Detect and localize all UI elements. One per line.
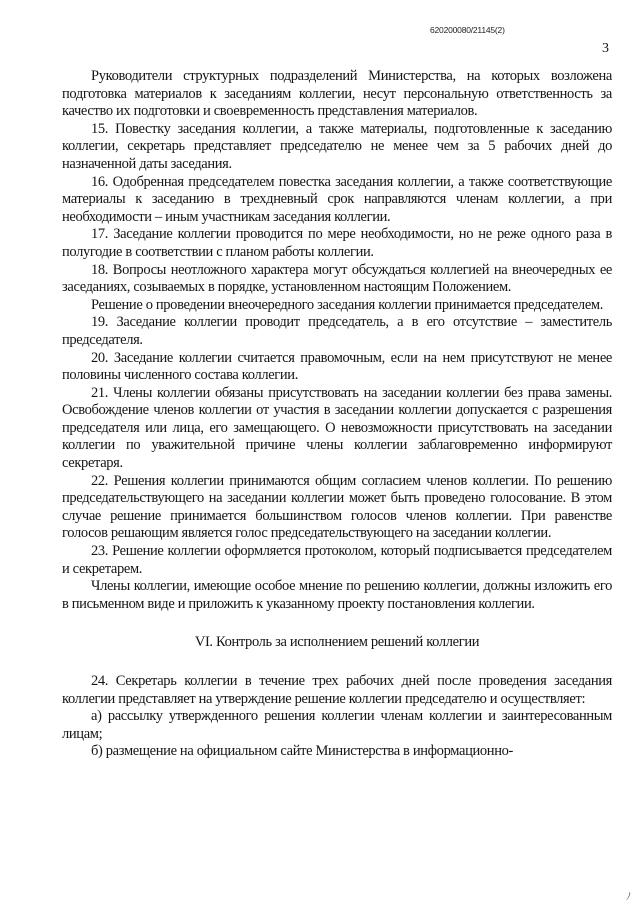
document-number: 620200080/21145(2) [430,25,505,35]
paragraph-16: 16. Одобренная председателем повестка заседания коллегии, а также соответствующие материалы к заседанию в трехдневный срок направляются членам коллегии, а при необходимости – иным участникам заседания коллегии. [62,173,612,225]
paragraph-15: 15. Повестку заседания коллегии, а также материалы, подготовленные к заседанию коллегии, секретарь представляет председателю не менее чем за 5 рабочих дней до назначенной даты заседания. [62,120,612,172]
paragraph-responsibility: Руководители структурных подразделений Министерства, на которых возложена подготовка материалов к заседаниям коллегии, несут персональную ответственность за качество их подготовки и своевременность представления материалов. [62,68,612,120]
paragraph-17: 17. Заседание коллегии проводится по мере необходимости, но не реже одного раза в полугодие в соответствии с планом работы коллегии. [62,226,612,260]
paragraph-22: 22. Решения коллегии принимаются общим согласием членов коллегии. По решению председательствующего на заседании коллегии может быть проведено голосование. В этом случае решение принимается большинством голосов членов коллегии. При равенстве голосов решающим является голос председательствующего на заседании коллегии. [62,472,612,542]
paragraph-21: 21. Члены коллегии обязаны присутствовать на заседании коллегии без права замены. Освобождение членов коллегии от участия в заседании коллегии допускается с разрешения председателя или лица, его замещающего. О невозможности присутствовать на заседании коллегии по уважительной причине члены коллегии заблаговременно информируют секретаря. [62,384,612,472]
section-heading: VI. Контроль за исполнением решений коллегии [194,634,480,651]
page-number: 3 [602,41,609,56]
paragraph-dissenting-opinion: Члены коллегии, имеющие особое мнение по решению коллегии, должны изложить его в письменном виде и приложить к указанному проекту постановления коллегии. [62,578,612,612]
page-corner-mark: ﾉ [626,892,631,903]
paragraph-20: 20. Заседание коллегии считается правомочным, если на нем присутствуют не менее половины численного состава коллегии. [62,349,612,384]
paragraph-24a: а) рассылку утвержденного решения коллегии членам коллегии и заинтересованным лицам; [62,708,612,742]
paragraph-24b: б) размещение на официальном сайте Министерства в информационно- [91,743,513,760]
paragraph-24: 24. Секретарь коллегии в течение трех рабочих дней после проведения заседания коллегии представляет на утверждение решение коллегии председателю и осуществляет: [62,673,612,707]
paragraph-19: 19. Заседание коллегии проводит председатель, а в его отсутствие – заместитель председателя. [62,314,612,348]
paragraph-extraordinary-meeting: Решение о проведении внеочередного заседания коллегии принимается председателем. [91,296,604,313]
document-body [62,68,612,761]
paragraph-23: 23. Решение коллегии оформляется протоколом, который подписывается председателем и секретарем. [62,543,612,577]
paragraph-18: 18. Вопросы неотложного характера могут обсуждаться коллегией на внеочередных ее заседаниях, созываемых в порядке, установленном настоящим Положением. [62,261,612,296]
